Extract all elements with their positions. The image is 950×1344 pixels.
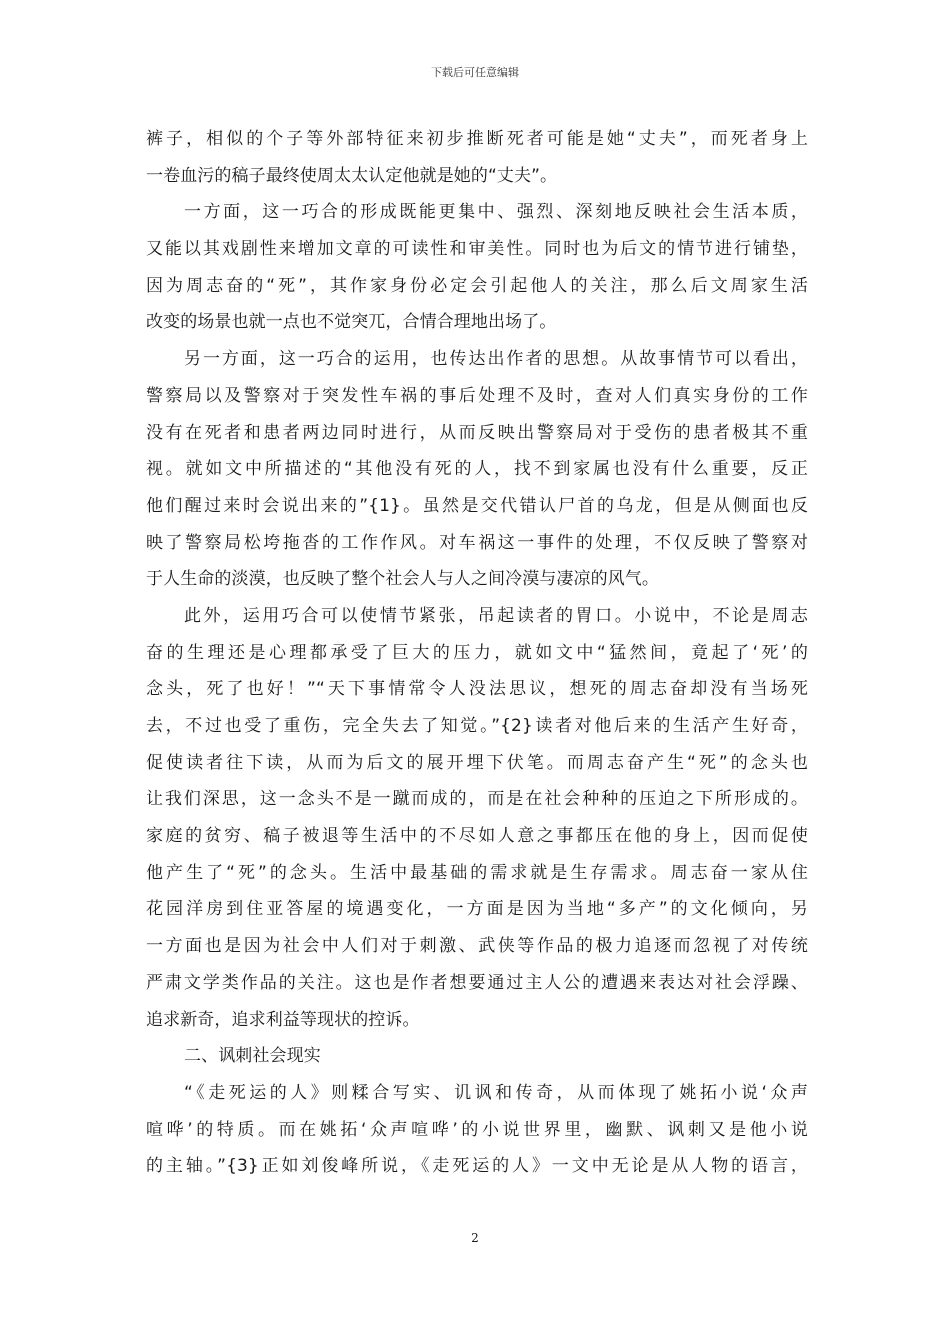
text-line: 去，不过也受了重伤，完全失去了知觉。”{2}读者对他后来的生活产生好奇， bbox=[146, 716, 808, 736]
text-line: 严肃文学类作品的关注。这也是作者想要通过主人公的遭遇来表达对社会浮躁、 bbox=[146, 972, 808, 993]
text-line: 促使读者往下读，从而为后文的展开埋下伏笔。而周志奋产生“死”的念头也 bbox=[146, 752, 808, 773]
text-line: 裤子，相似的个子等外部特征来初步推断死者可能是她“丈夫”，而死者身上 bbox=[146, 129, 808, 149]
text-line: 追求新奇，追求利益等现状的控诉。 bbox=[146, 1009, 420, 1030]
text-line: 花园洋房到住亚答屋的境遇变化，一方面是因为当地“多产”的文化倾向，另 bbox=[146, 899, 808, 920]
text-line: 一卷血污的稿子最终使周太太认定他就是她的“丈夫”。 bbox=[146, 165, 558, 186]
text-line: 念头，死了也好！”“天下事情常令人没法思议，想死的周志奋却没有当场死 bbox=[146, 679, 808, 700]
text-line: 又能以其戏剧性来增加文章的可读性和审美性。同时也为后文的情节进行铺垫， bbox=[146, 239, 808, 260]
text-line: 他产生了“死”的念头。生活中最基础的需求就是生存需求。周志奋一家从住 bbox=[146, 862, 808, 883]
text-line: 没有在死者和患者两边同时进行，从而反映出警察局对于受伤的患者极其不重 bbox=[146, 422, 808, 443]
text-line: 因为周志奋的“死”，其作家身份必定会引起他人的关注，那么后文周家生活 bbox=[146, 275, 808, 296]
text-line: 他们醒过来时会说出来的”{1}。虽然是交代错认尸首的乌龙，但是从侧面也反 bbox=[146, 495, 808, 516]
section-heading: 二、讽刺社会现实 bbox=[184, 1046, 321, 1067]
text-line: 另一方面，这一巧合的运用，也传达出作者的思想。从故事情节可以看出， bbox=[184, 349, 808, 370]
text-line: 让我们深思，这一念头不是一蹴而成的，而是在社会种种的压迫之下所形成的。 bbox=[146, 789, 808, 810]
text-line: “《走死运的人》则糅合写实、讥讽和传奇，从而体现了姚拓小说‘众声 bbox=[184, 1082, 808, 1103]
text-line: 警察局以及警察对于突发性车祸的事后处理不及时，查对人们真实身份的工作 bbox=[146, 385, 808, 406]
text-line: 喧哗’的特质。而在姚拓‘众声喧哗’的小说世界里，幽默、讽刺又是他小说 bbox=[146, 1119, 808, 1140]
text-line: 的主轴。”{3}正如刘俊峰所说，《走死运的人》一文中无论是从人物的语言， bbox=[146, 1156, 808, 1177]
text-line: 一方面也是因为社会中人们对于刺激、武侠等作品的极力追逐而忽视了对传统 bbox=[146, 936, 808, 957]
text-line: 此外，运用巧合可以使情节紧张，吊起读者的胃口。小说中，不论是周志 bbox=[184, 605, 808, 626]
text-line: 奋的生理还是心理都承受了巨大的压力，就如文中“猛然间，竟起了‘死’的 bbox=[146, 642, 808, 663]
page-number: 2 bbox=[471, 1231, 479, 1245]
text-line: 家庭的贫穷、稿子被退等生活中的不尽如人意之事都压在他的身上，因而促使 bbox=[146, 826, 808, 847]
text-line: 于人生命的淡漠，也反映了整个社会人与人之间冷漠与凄凉的风气。 bbox=[146, 569, 659, 590]
text-line: 改变的场景也就一点也不觉突兀，合情合理地出场了。 bbox=[146, 312, 557, 333]
text-line: 映了警察局松垮拖沓的工作作风。对车祸这一事件的处理，不仅反映了警察对 bbox=[146, 532, 808, 553]
page-header: 下载后可任意编辑 bbox=[431, 66, 519, 79]
text-line: 视。就如文中所描述的“其他没有死的人，找不到家属也没有什么重要，反正 bbox=[146, 459, 808, 480]
body-text bbox=[146, 121, 808, 1185]
text-line: 一方面，这一巧合的形成既能更集中、强烈、深刻地反映社会生活本质， bbox=[184, 202, 808, 223]
